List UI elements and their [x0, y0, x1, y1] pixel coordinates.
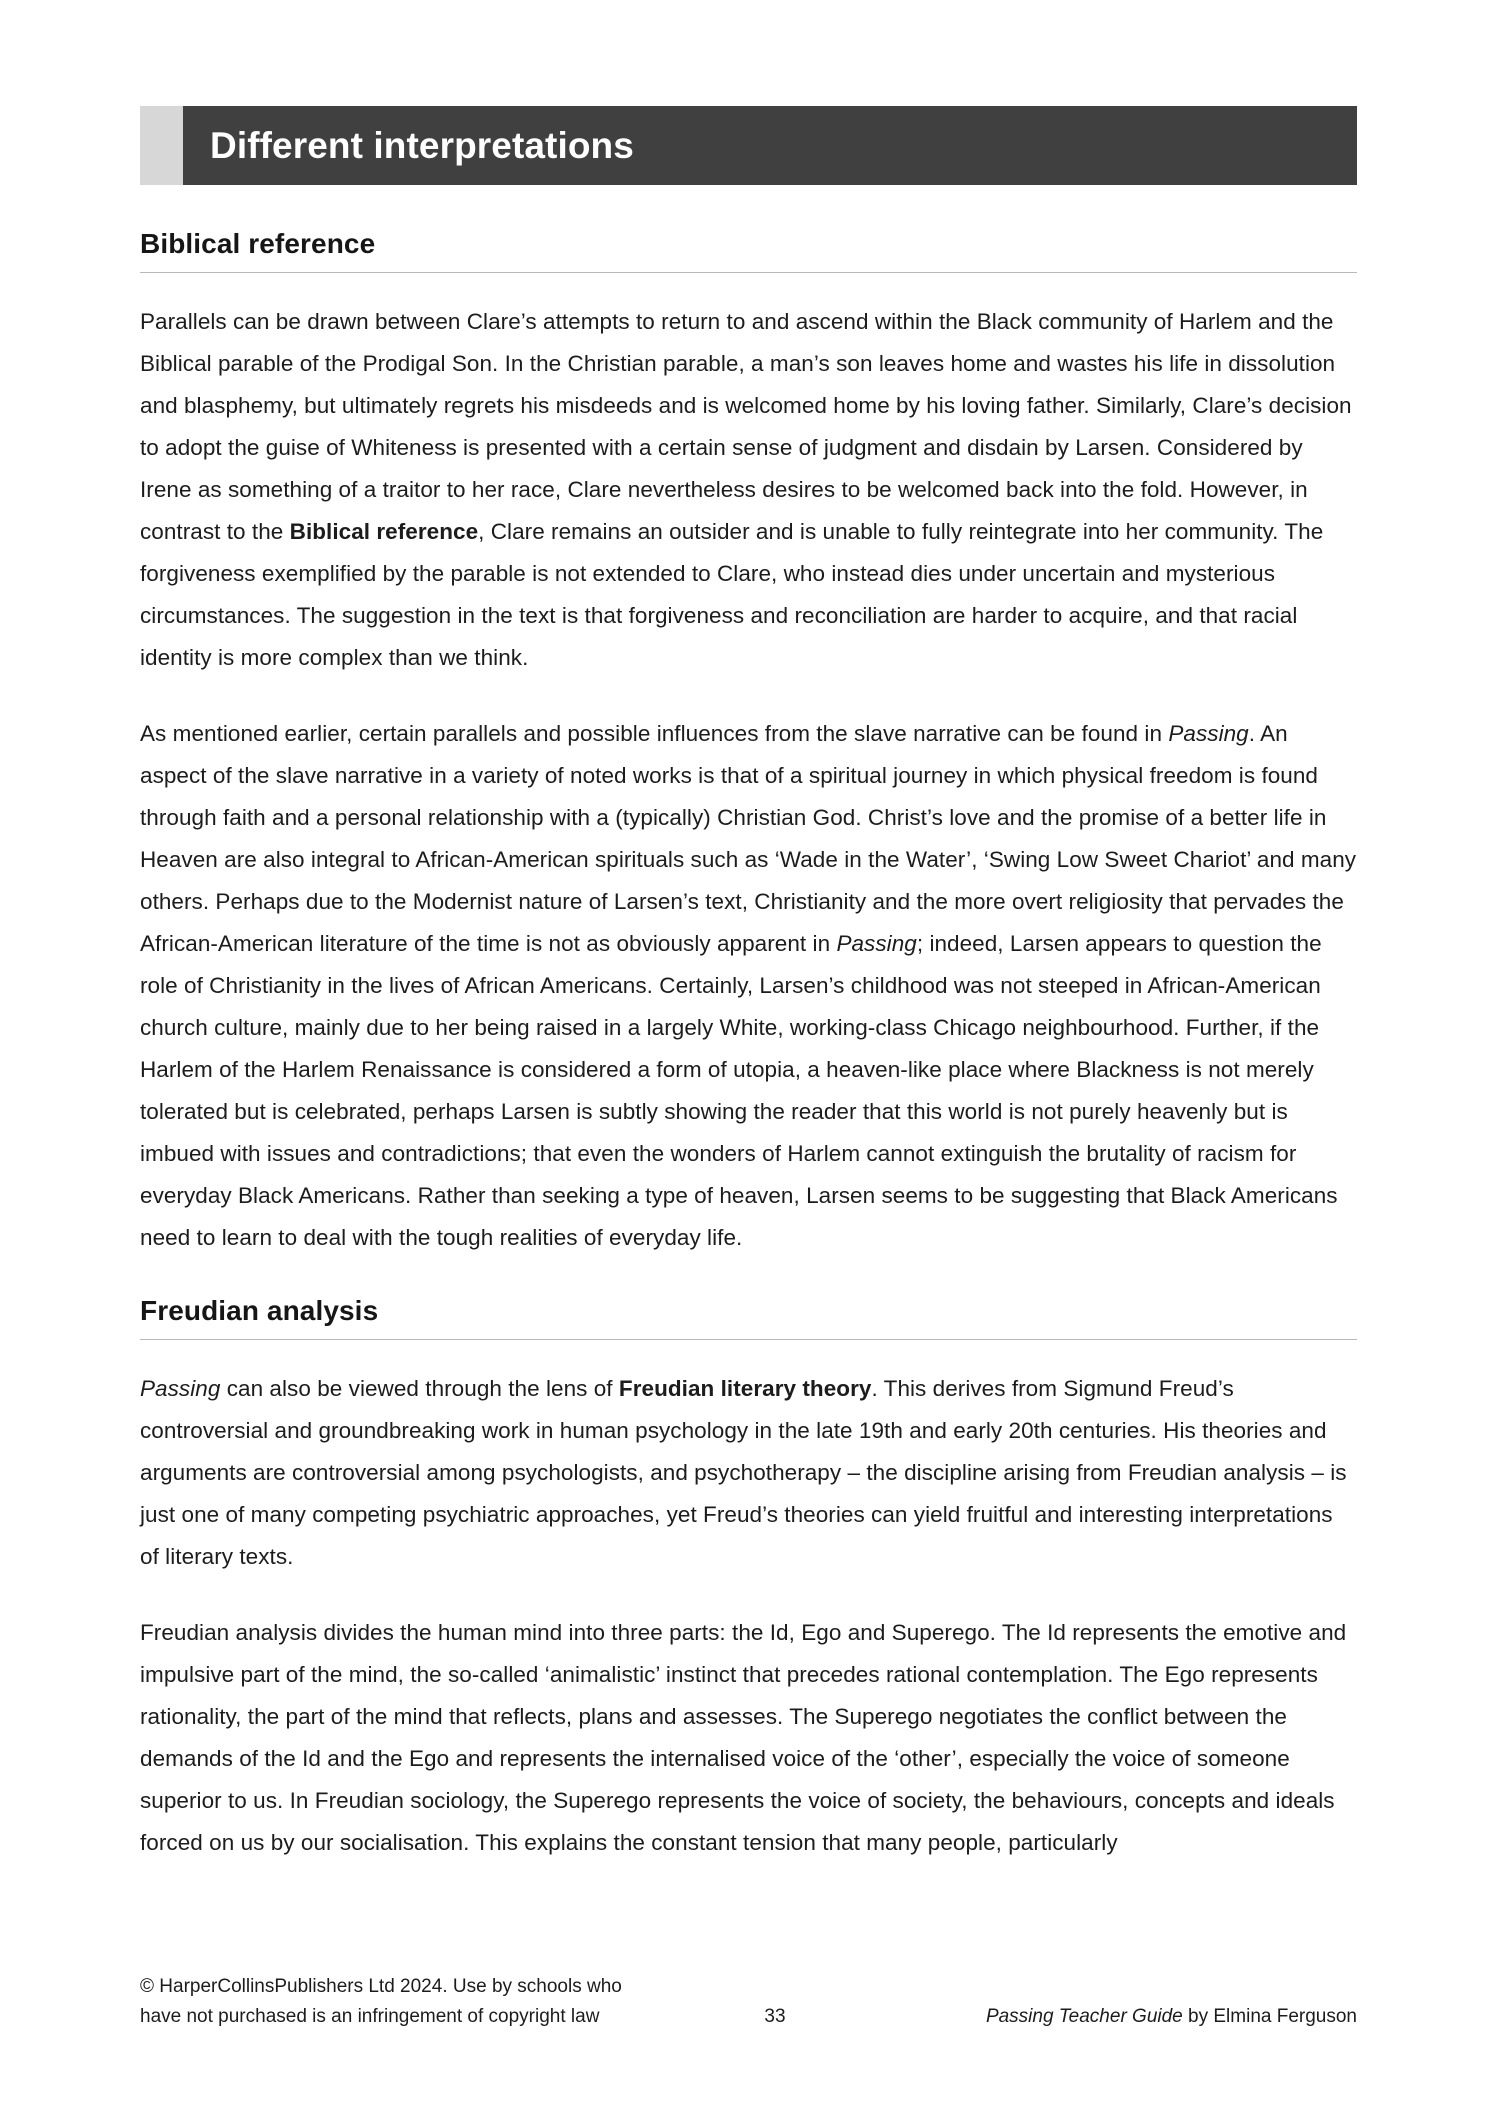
paragraph	[140, 1368, 1357, 1578]
text-run: ; indeed, Larsen appears to question the role of Christianity in the lives of African Americans. Certainly, Larsen’s childhood was not steeped in African-American church culture, mainly due to her being raised in a largely White, working-class Chicago neighbourhood. Further, if the Harlem of the Harlem Renaissance is considered a form of utopia, a heaven-like place where Blackness is not merely tolerated but is celebrated, perhaps Larsen is subtly showing the reader that this world is not purely heavenly but is imbued with issues and contradictions; that even the wonders of Harlem cannot extinguish the brutality of racism for everyday Black Americans. Rather than seeking a type of heaven, Larsen seems to be suggesting that Black Americans need to learn to deal with the tough realities of everyday life.	[140, 931, 1338, 1251]
emphasis-italic: Passing	[1168, 721, 1249, 747]
paragraph	[140, 1612, 1357, 1864]
text-run: Freudian analysis divides the human mind into three parts: the Id, Ego and Superego. The Id represents the emotive and impulsive part of the mind, the so-called ‘animalistic’ instinct that precedes rational contemplation. The Ego represents rationality, the part of the mind that reflects, plans and assesses. The Superego negotiates the conflict between the demands of the Id and the Ego and represents the internalised voice of the ‘other’, especially the voice of someone superior to us. In Freudian sociology, the Superego represents the voice of society, the behaviours, concepts and ideals forced on us by our socialisation. This explains the constant tension that many people, particularly	[140, 1620, 1347, 1856]
section-heading: Freudian analysis	[140, 1295, 379, 1327]
emphasis-italic: Passing	[836, 931, 917, 957]
text-run: . An aspect of the slave narrative in a variety of noted works is that of a spiritual journey in which physical freedom is found through faith and a personal relationship with a (typically) Christian God. Christ’s love and the promise of a better life in Heaven are also integral to African-American spirituals such as ‘Wade in the Water’, ‘Swing Low Sweet Chariot’ and many others. Perhaps due to the Modernist nature of Larsen’s text, Christianity and the more overt religiosity that pervades the African-American literature of the time is not as obviously apparent in	[140, 721, 1357, 957]
emphasis-italic: Passing	[140, 1376, 221, 1402]
section-biblical-reference	[140, 228, 1357, 1259]
section-heading: Biblical reference	[140, 228, 376, 259]
text-run: . This derives from Sigmund Freud’s controversial and groundbreaking work in human psychology in the late 19th and early 20th centuries. His theories and arguments are controversial among psychologists, and psychotherapy – the discipline arising from Freudian analysis – is just one of many competing psychiatric approaches, yet Freud’s theories can yield fruitful and interesting interpretations of literary texts.	[140, 1376, 1347, 1570]
footer-copyright-line-1: © HarperCollinsPublishers Ltd 2024. Use by schools who	[140, 1976, 622, 1997]
text-run: As mentioned earlier, certain parallels and possible influences from the slave narrative can be found in	[140, 721, 1169, 747]
paragraph	[140, 301, 1357, 679]
footer-copyright-line-2: have not purchased is an infringement of copyright law	[140, 2006, 600, 2027]
emphasis-bold: Biblical reference	[289, 519, 479, 545]
page-title: Different interpretations	[210, 125, 634, 166]
text-run: can also be viewed through the lens of	[220, 1376, 619, 1402]
heading-divider	[140, 1339, 1357, 1340]
text-run: , Clare remains an outsider and is unable to fully reintegrate into her community. The forgiveness exemplified by the parable is not extended to Clare, who instead dies under uncertain and mysterious circumstances. The suggestion in the text is that forgiveness and reconciliation are harder to acquire, and that racial identity is more complex than we think.	[140, 519, 1324, 671]
page-banner	[140, 106, 1357, 185]
section-freudian-analysis	[140, 1295, 1357, 1864]
emphasis-bold: Freudian literary theory	[618, 1376, 872, 1402]
heading-divider	[140, 272, 1357, 273]
paragraph	[140, 713, 1357, 1259]
footer-guide-title: Passing Teacher Guide	[985, 2006, 1183, 2027]
page-footer	[140, 1972, 1357, 2032]
footer-copyright	[140, 1972, 700, 2032]
section-spacer	[140, 1259, 1357, 1295]
banner-bar	[183, 106, 1357, 185]
document-body	[140, 228, 1357, 1864]
page-number: 33	[764, 2006, 786, 2027]
footer-guide-author: by Elmina Ferguson	[1182, 2006, 1357, 2027]
banner-accent-bar	[140, 106, 183, 185]
footer-guide-reference	[850, 2002, 1357, 2032]
text-run: Parallels can be drawn between Clare’s attempts to return to and ascend within the Black community of Harlem and the Biblical parable of the Prodigal Son. In the Christian parable, a man’s son leaves home and wastes his life in dissolution and blasphemy, but ultimately regrets his misdeeds and is welcomed home by his loving father. Similarly, Clare’s decision to adopt the guise of Whiteness is presented with a certain sense of judgment and disdain by Larsen. Considered by Irene as something of a traitor to her race, Clare nevertheless desires to be welcomed back into the fold. However, in contrast to the	[140, 309, 1352, 545]
